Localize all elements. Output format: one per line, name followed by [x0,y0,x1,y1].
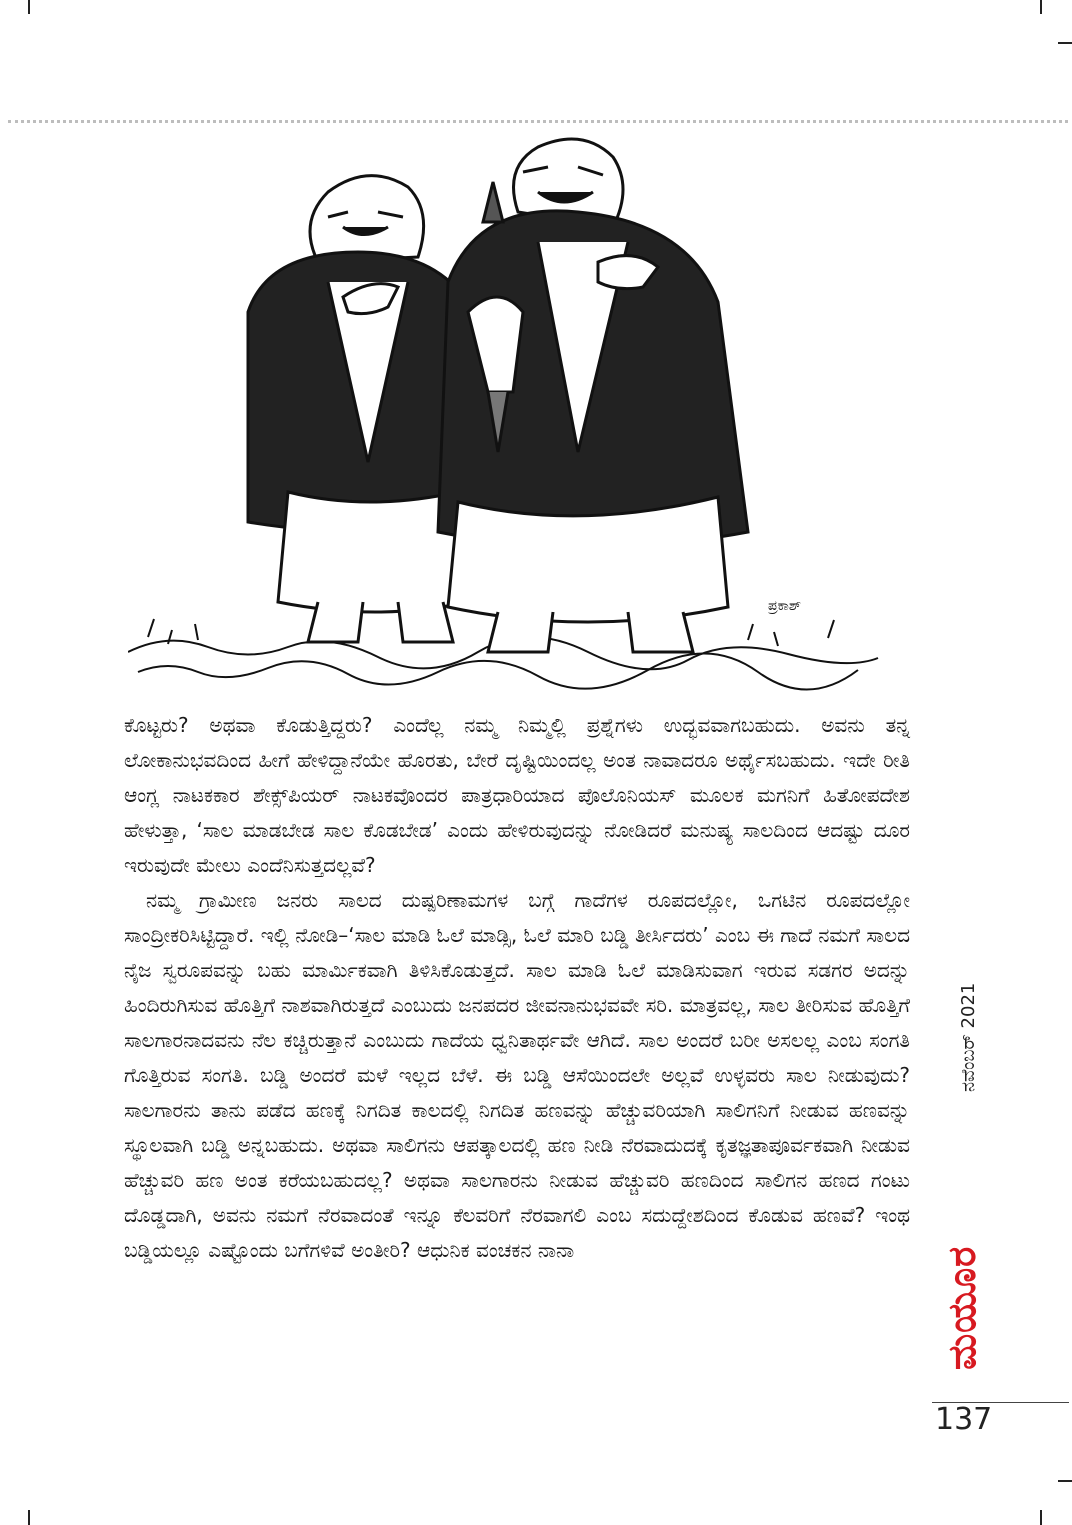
crop-mark-right-upper [1058,42,1072,44]
issue-date [958,983,979,1092]
header-dotted-rule [8,120,1068,123]
crop-mark-right-lower [1058,1480,1072,1482]
cartoon-illustration [128,132,880,692]
issue-year: 2021 [958,982,979,1029]
magazine-logo: ಮಯೂರ [940,1245,984,1370]
crop-mark-bottom-left [28,1510,30,1525]
article-paragraph: ನಮ್ಮ ಗ್ರಾಮೀಣ ಜನರು ಸಾಲದ ದುಷ್ಪರಿಣಾಮಗಳ ಬಗ್ಗೆ ಗಾದೆಗಳ ರೂಪದಲ್ಲೋ, ಒಗಟಿನ ರೂಪದಲ್ಲೋ ಸಾಂದ್ರೀಕರಿಸಿಟ್ಟಿದ್ದಾರೆ. ಇಲ್ಲಿ ನೋಡಿ–‘ಸಾಲ ಮಾಡಿ ಓಲೆ ಮಾಡ್ಸಿ, ಓಲೆ ಮಾರಿ ಬಡ್ಡಿ ತೀರ್ಸಿದರು’ ಎಂಬ ಈ ಗಾದೆ ನಮಗೆ ಸಾಲದ ನೈಜ ಸ್ವರೂಪವನ್ನು ಬಹು ಮಾರ್ಮಿಕವಾಗಿ ತಿಳಿಸಿಕೊಡುತ್ತದೆ. ಸಾಲ ಮಾಡಿ ಓಲೆ ಮಾಡಿಸುವಾಗ ಇರುವ ಸಡಗರ ಅದನ್ನು ಹಿಂದಿರುಗಿಸುವ ಹೊತ್ತಿಗೆ ನಾಶವಾಗಿರುತ್ತದೆ ಎಂಬುದು ಜನಪದರ ಜೀವನಾನುಭವವೇ ಸರಿ. ಮಾತ್ರವಲ್ಲ, ಸಾಲ ತೀರಿಸುವ ಹೊತ್ತಿಗೆ ಸಾಲಗಾರನಾದವನು ನೆಲ ಕಚ್ಚಿರುತ್ತಾನೆ ಎಂಬುದು ಗಾದೆಯ ಧ್ವನಿತಾರ್ಥವೇ ಆಗಿದೆ. ಸಾಲ ಅಂದರೆ ಬರೀ ಅಸಲಲ್ಲ ಎಂಬ ಸಂಗತಿ ಗೊತ್ತಿರುವ ಸಂಗತಿ. ಬಡ್ಡಿ ಅಂದರೆ ಮಳೆ ಇಲ್ಲದ ಬೆಳೆ. ಈ ಬಡ್ಡಿ ಆಸೆಯಿಂದಲೇ ಅಲ್ಲವೆ ಉಳ್ಳವರು ಸಾಲ ನೀಡುವುದು? ಸಾಲಗಾರನು ತಾನು ಪಡೆದ ಹಣಕ್ಕೆ ನಿಗದಿತ ಕಾಲದಲ್ಲಿ ನಿಗದಿತ ಹಣವನ್ನು ಹೆಚ್ಚುವರಿಯಾಗಿ ಸಾಲಿಗನಿಗೆ ನೀಡುವ ಹಣವನ್ನು ಸ್ಥೂಲವಾಗಿ ಬಡ್ಡಿ ಅನ್ನಬಹುದು. ಅಥವಾ ಸಾಲಿಗನು ಆಪತ್ಕಾಲದಲ್ಲಿ ಹಣ ನೀಡಿ ನೆರವಾದುದಕ್ಕೆ ಕೃತಜ್ಞತಾಪೂರ್ವಕವಾಗಿ ನೀಡುವ ಹೆಚ್ಚುವರಿ ಹಣ ಅಂತ ಕರೆಯಬಹುದಲ್ಲ? ಅಥವಾ ಸಾಲಗಾರನು ನೀಡುವ ಹೆಚ್ಚುವರಿ ಹಣದಿಂದ ಸಾಲಿಗನ ಹಣದ ಗಂಟು ದೊಡ್ಡದಾಗಿ, ಅವನು ನಮಗೆ ನೆರವಾದಂತೆ ಇನ್ನೂ ಕೆಲವರಿಗೆ ನೆರವಾಗಲಿ ಎಂಬ ಸದುದ್ದೇಶದಿಂದ ಕೊಡುವ ಹಣವೆ? ಇಂಥ ಬಡ್ಡಿಯಲ್ಲೂ ಎಷ್ಟೊಂದು ಬಗೆಗಳಿವೆ ಅಂತೀರಿ? ಆಧುನಿಕ ವಂಚಕನ ನಾನಾ [124,888,910,1262]
issue-month: ನವೆಂಬರ್ [958,1034,979,1092]
crop-mark-bottom-right [1040,1510,1042,1525]
crop-mark-top-left [28,0,30,14]
article-paragraph: ಕೊಟ್ಟರು? ಅಥವಾ ಕೊಡುತ್ತಿದ್ದರು? ಎಂದೆಲ್ಲ ನಮ್ಮ ನಿಮ್ಮಲ್ಲಿ ಪ್ರಶ್ನೆಗಳು ಉದ್ಭವವಾಗಬಹುದು. ಅವನು ತನ್ನ ಲೋಕಾನುಭವದಿಂದ ಹೀಗೆ ಹೇಳಿದ್ದಾನೆಯೇ ಹೊರತು, ಬೇರೆ ದೃಷ್ಟಿಯಿಂದಲ್ಲ ಅಂತ ನಾವಾದರೂ ಅರ್ಥೈಸಬಹುದು. ಇದೇ ರೀತಿ ಆಂಗ್ಲ ನಾಟಕಕಾರ ಶೇಕ್ಸ್‌ಪಿಯರ್ ನಾಟಕವೊಂದರ ಪಾತ್ರಧಾರಿಯಾದ ಪೊಲೊನಿಯಸ್ ಮೂಲಕ ಮಗನಿಗೆ ಹಿತೋಪದೇಶ ಹೇಳುತ್ತಾ, ‘ಸಾಲ ಮಾಡಬೇಡ ಸಾಲ ಕೊಡಬೇಡ’ ಎಂದು ಹೇಳಿರುವುದನ್ನು ನೋಡಿದರೆ ಮನುಷ್ಯ ಸಾಲದಿಂದ ಆದಷ್ಟು ದೂರ ಇರುವುದೇ ಮೇಲು ಎಂದೆನಿಸುತ್ತದಲ್ಲವೆ? [124,713,910,877]
crop-mark-top-right [1040,0,1042,14]
article-body [124,708,910,1268]
page-number: 137 [935,1402,993,1437]
artist-signature: ಪ್ರಕಾಶ್ [768,598,802,614]
